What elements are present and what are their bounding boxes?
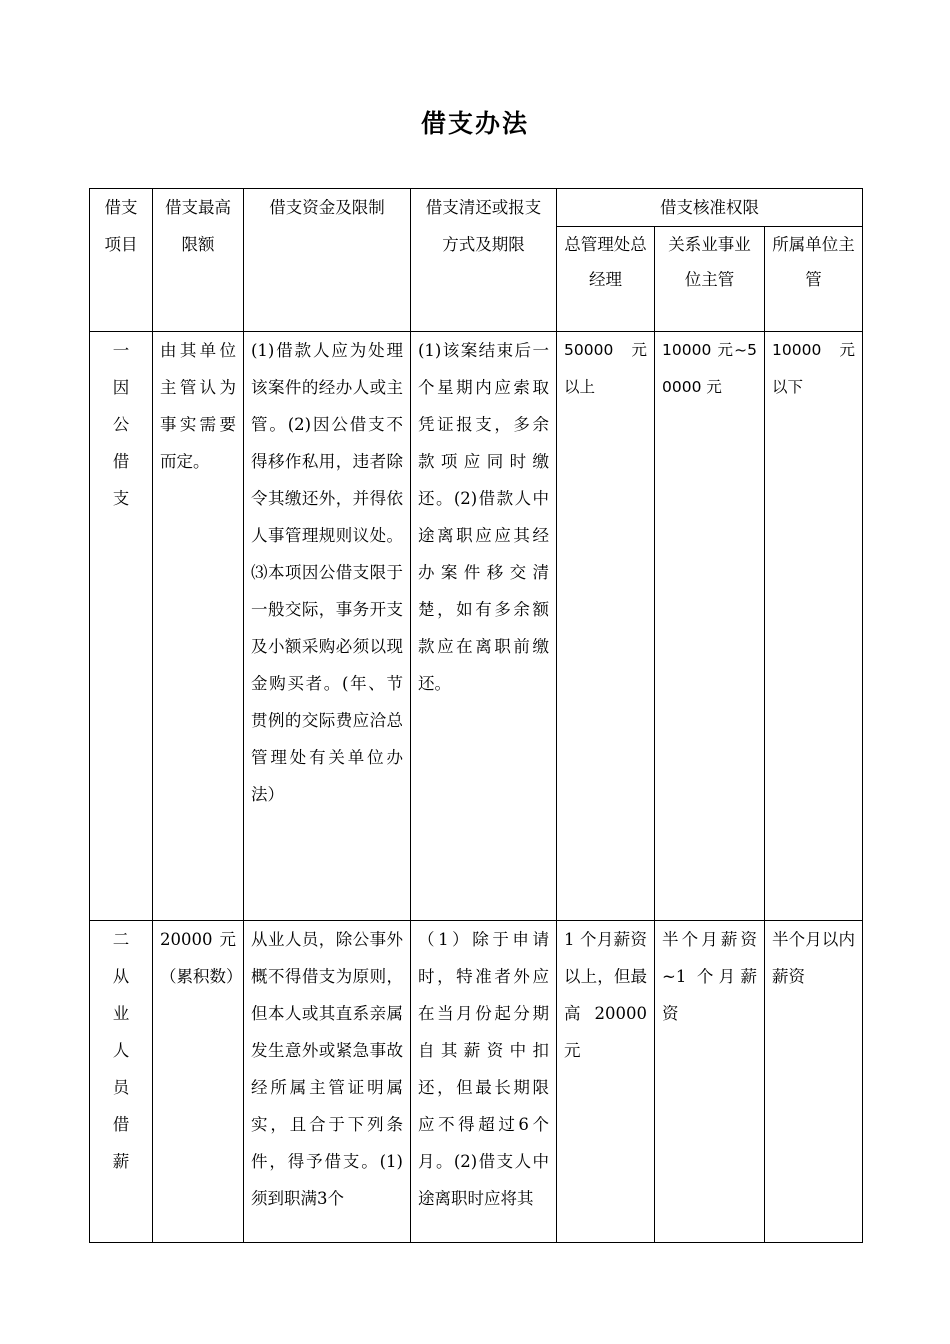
row-approval-related-supervisor: 10000 元~50000 元 (655, 332, 765, 921)
row-funds-limits: (1)借款人应为处理该案件的经办人或主管。(2)因公借支不得移作私用，违者除令其缴还外，并得依人事管理规则议处。⑶本项因公借支限于一般交际，事务开支及小额采购必须以现金购买者。(年、节贯例的交际费应洽总管理处有关单位办法） (244, 332, 411, 921)
row-max-amount: 20000 元（累积数） (153, 921, 244, 1243)
row-max-amount: 由其单位主管认为事实需要而定。 (153, 332, 244, 921)
header-general-manager: 总管理处总经理 (557, 227, 655, 332)
row-approval-general-manager: 1 个月薪资以上，但最高20000 元 (557, 921, 655, 1243)
row-funds-limits: 从业人员，除公事外概不得借支为原则，但本人或其直系亲属发生意外或紧急事故经所属主管证明属实，且合于下列条件，得予借支。(1)须到职满3个 (244, 921, 411, 1243)
row-repayment-terms: (1)该案结束后一个星期内应索取凭证报支，多余款项应同时缴还。(2)借款人中途离职应应其经办案件移交清楚，如有多余额款应在离职前缴还。 (411, 332, 557, 921)
row-item-salary-advance: 二从业人员借薪 (90, 921, 153, 1243)
header-related-business-supervisor: 关系业事业位主管 (655, 227, 765, 332)
header-unit-supervisor: 所属单位主管 (765, 227, 863, 332)
header-max-amount: 借支最高限额 (153, 189, 244, 332)
page-title: 借支办法 (420, 109, 529, 138)
loan-policy-table (89, 188, 863, 1243)
row-approval-unit-supervisor: 10000 元以下 (765, 332, 863, 921)
row-approval-general-manager: 50000 元以上 (557, 332, 655, 921)
header-approval-authority: 借支核准权限 (557, 189, 863, 227)
table-row (90, 921, 863, 1243)
header-loan-item: 借支项目 (90, 189, 153, 332)
row-repayment-terms: （1）除于申请时，特准者外应在当月份起分期自其薪资中扣还，但最长期限应不得超过6个月。(2)借支人中途离职时应将其 (411, 921, 557, 1243)
table-row (90, 332, 863, 921)
row-approval-related-supervisor: 半个月薪资~1 个月薪资 (655, 921, 765, 1243)
row-approval-unit-supervisor: 半个月以内薪资 (765, 921, 863, 1243)
row-item-official-loan: 一因公借支 (90, 332, 153, 921)
header-funds-limits: 借支资金及限制 (244, 189, 411, 332)
header-repayment-terms: 借支清还或报支方式及期限 (411, 189, 557, 332)
